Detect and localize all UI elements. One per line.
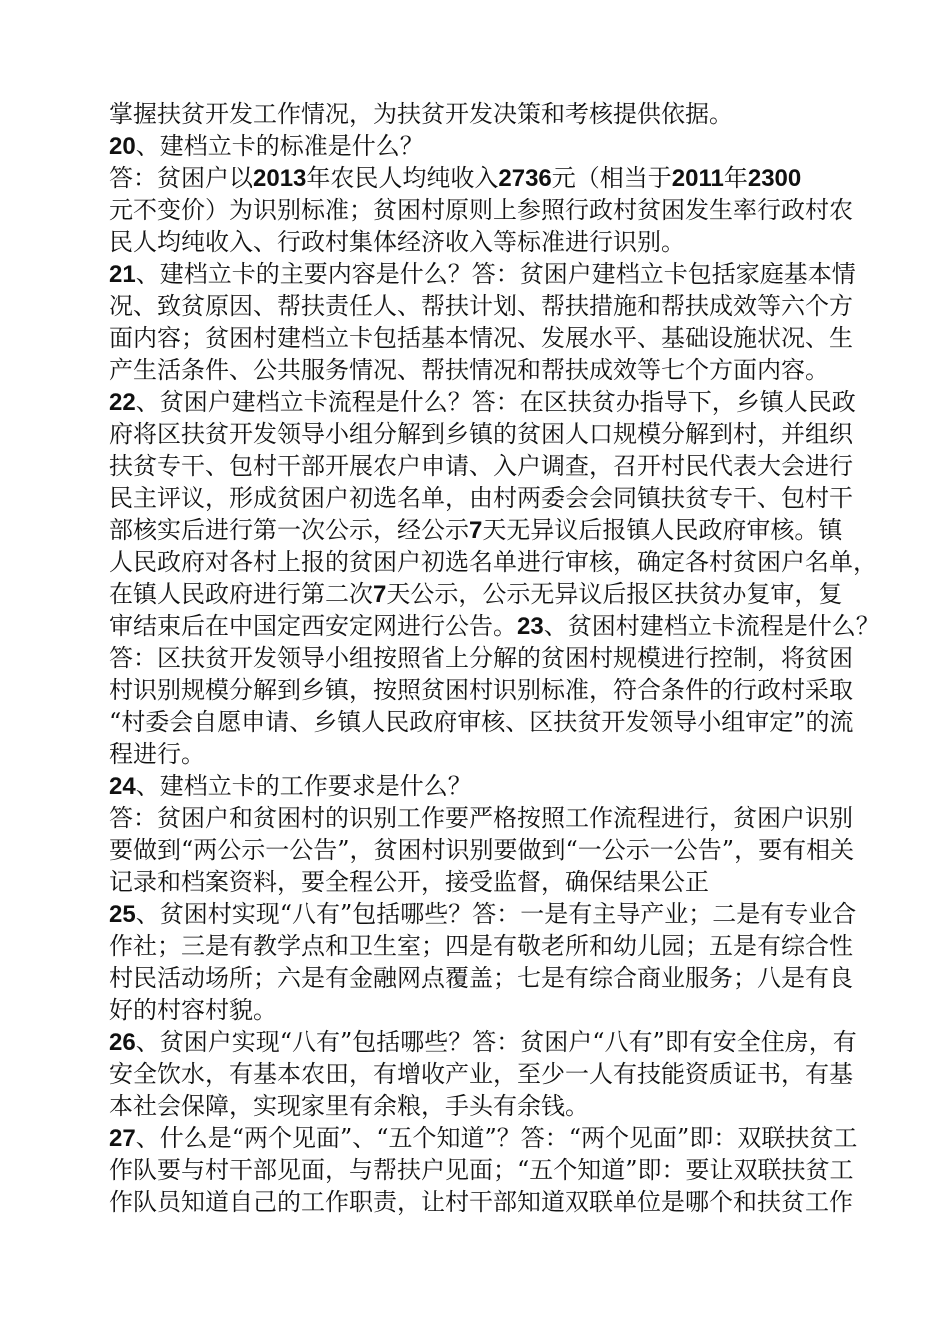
text-segment: 本社会保障，实现家里有余粮，手头有余钱。 [109, 1092, 589, 1120]
text-line [109, 386, 869, 418]
text-line [109, 290, 869, 322]
text-line [109, 674, 869, 706]
question-number: 21 [109, 261, 136, 288]
text-line [109, 482, 869, 514]
text-line [109, 258, 869, 290]
text-line [109, 770, 869, 802]
text-segment: 掌握扶贫开发工作情况，为扶贫开发决策和考核提供依据。 [109, 100, 733, 128]
text-segment: 天公示，公示无异议后报区扶贫办复审，复 [386, 580, 843, 608]
text-line [109, 418, 869, 450]
question-number: 26 [109, 1029, 136, 1056]
text-segment: 答：贫困户和贫困村的识别工作要严格按照工作流程进行，贫困户识别 [109, 804, 853, 832]
text-segment: 安全饮水，有基本农田，有增收产业，至少一人有技能资质证书，有基 [109, 1060, 853, 1088]
text-line [109, 1026, 869, 1058]
text-segment: 扶贫专干、包村干部开展农户申请、入户调查，召开村民代表大会进行 [109, 452, 853, 480]
text-line [109, 162, 869, 194]
text-segment: 、贫困户建档立卡流程是什么？答：在区扶贫办指导下，乡镇人民政 [135, 388, 856, 416]
text-segment: 程进行。 [109, 740, 205, 768]
question-number: 2300 [747, 165, 802, 192]
text-line [109, 98, 869, 130]
question-number: 22 [109, 389, 136, 416]
question-number: 7 [373, 581, 387, 608]
text-line [109, 610, 880, 642]
text-line [109, 962, 869, 994]
text-segment: 况、致贫原因、帮扶责任人、帮扶计划、帮扶措施和帮扶成效等六个方 [109, 292, 853, 320]
question-number: 25 [109, 901, 136, 928]
text-segment: 作队员知道自己的工作职责，让村干部知道双联单位是哪个和扶贫工作 [109, 1188, 853, 1216]
text-line [109, 578, 869, 610]
text-segment: 部核实后进行第一次公示，经公示 [109, 516, 469, 544]
question-number: 2011 [671, 165, 724, 192]
text-line [109, 450, 869, 482]
document-body-text [109, 98, 880, 1218]
question-number: 20 [109, 133, 136, 160]
text-line [109, 642, 869, 674]
text-line [109, 706, 869, 738]
text-line [109, 1186, 869, 1218]
text-segment: 、贫困村实现“八有”包括哪些？答：一是有主导产业；二是有专业合 [135, 900, 857, 928]
text-line [109, 1090, 869, 1122]
text-segment: 、什么是“两个见面”、“五个知道”？答：“两个见面”即：双联扶贫工 [135, 1124, 858, 1152]
text-segment: 、建档立卡的标准是什么？ [135, 132, 424, 160]
text-segment: 年 [723, 164, 748, 192]
question-number: 24 [109, 773, 136, 800]
text-segment: 作队要与村干部见面，与帮扶户见面；“五个知道”即：要让双联扶贫工 [109, 1156, 854, 1184]
text-segment: 在镇人民政府进行第二次 [109, 580, 373, 608]
text-line [109, 1122, 869, 1154]
text-line [109, 1058, 869, 1090]
text-segment: 答：区扶贫开发领导小组按照省上分解的贫困村规模进行控制，将贫困 [109, 644, 853, 672]
text-line [109, 994, 869, 1026]
text-line [109, 738, 869, 770]
text-line [109, 834, 869, 866]
text-segment: 村识别规模分解到乡镇，按照贫困村识别标准，符合条件的行政村采取 [109, 676, 853, 704]
text-segment: 村民活动场所；六是有金融网点覆盖；七是有综合商业服务；八是有良 [109, 964, 853, 992]
text-line [109, 930, 869, 962]
text-line [109, 354, 869, 386]
text-segment: 作社；三是有教学点和卫生室；四是有敬老所和幼儿园；五是有综合性 [109, 932, 853, 960]
text-segment: 、建档立卡的主要内容是什么？答：贫困户建档立卡包括家庭基本情 [135, 260, 856, 288]
text-segment: 、贫困户实现“八有”包括哪些？答：贫困户“八有”即有安全住房，有 [135, 1028, 857, 1056]
text-line [109, 802, 869, 834]
text-line [109, 546, 877, 578]
question-number: 2013 [253, 165, 307, 192]
text-segment: 年农民人均纯收入 [306, 164, 499, 192]
text-line [109, 322, 869, 354]
text-segment: 府将区扶贫开发领导小组分解到乡镇的贫困人口规模分解到村，并组织 [109, 420, 853, 448]
question-number: 27 [109, 1125, 136, 1152]
text-segment: 人民政府对各村上报的贫困户初选名单进行审核，确定各村贫困户名单， [109, 548, 877, 576]
question-number: 7 [469, 517, 483, 544]
text-line [109, 130, 869, 162]
text-segment: 答：贫困户以 [109, 164, 253, 192]
text-segment: 民主评议，形成贫困户初选名单，由村两委会会同镇扶贫专干、包村干 [109, 484, 853, 512]
text-segment: 民人均纯收入、行政村集体经济收入等标准进行识别。 [109, 228, 685, 256]
text-line [109, 514, 869, 546]
text-line [109, 194, 869, 226]
text-segment: 元不变价）为识别标准；贫困村原则上参照行政村贫困发生率行政村农 [109, 196, 853, 224]
text-line [109, 226, 869, 258]
text-segment: 要做到“两公示一公告”，贫困村识别要做到“一公示一公告”，要有相关 [109, 836, 855, 864]
text-segment: 记录和档案资料，要全程公开，接受监督，确保结果公正 [109, 868, 709, 896]
text-segment: 、建档立卡的工作要求是什么？ [135, 772, 472, 800]
text-segment: 、贫困村建档立卡流程是什么？ [543, 612, 880, 640]
question-number: 2736 [498, 165, 552, 192]
text-segment: 元（相当于 [551, 164, 672, 192]
text-segment: 审结束后在中国定西安定网进行公告。 [109, 612, 517, 640]
text-segment: “村委会自愿申请、乡镇人民政府审核、区扶贫开发领导小组审定”的流 [109, 708, 854, 736]
text-segment: 好的村容村貌。 [109, 996, 277, 1024]
question-number: 23 [517, 613, 544, 640]
text-line [109, 898, 869, 930]
text-line [109, 866, 869, 898]
text-segment: 产生活条件、公共服务情况、帮扶情况和帮扶成效等七个方面内容。 [109, 356, 829, 384]
text-line [109, 1154, 869, 1186]
text-segment: 面内容；贫困村建档立卡包括基本情况、发展水平、基础设施状况、生 [109, 324, 853, 352]
text-segment: 天无异议后报镇人民政府审核。镇 [482, 516, 843, 544]
